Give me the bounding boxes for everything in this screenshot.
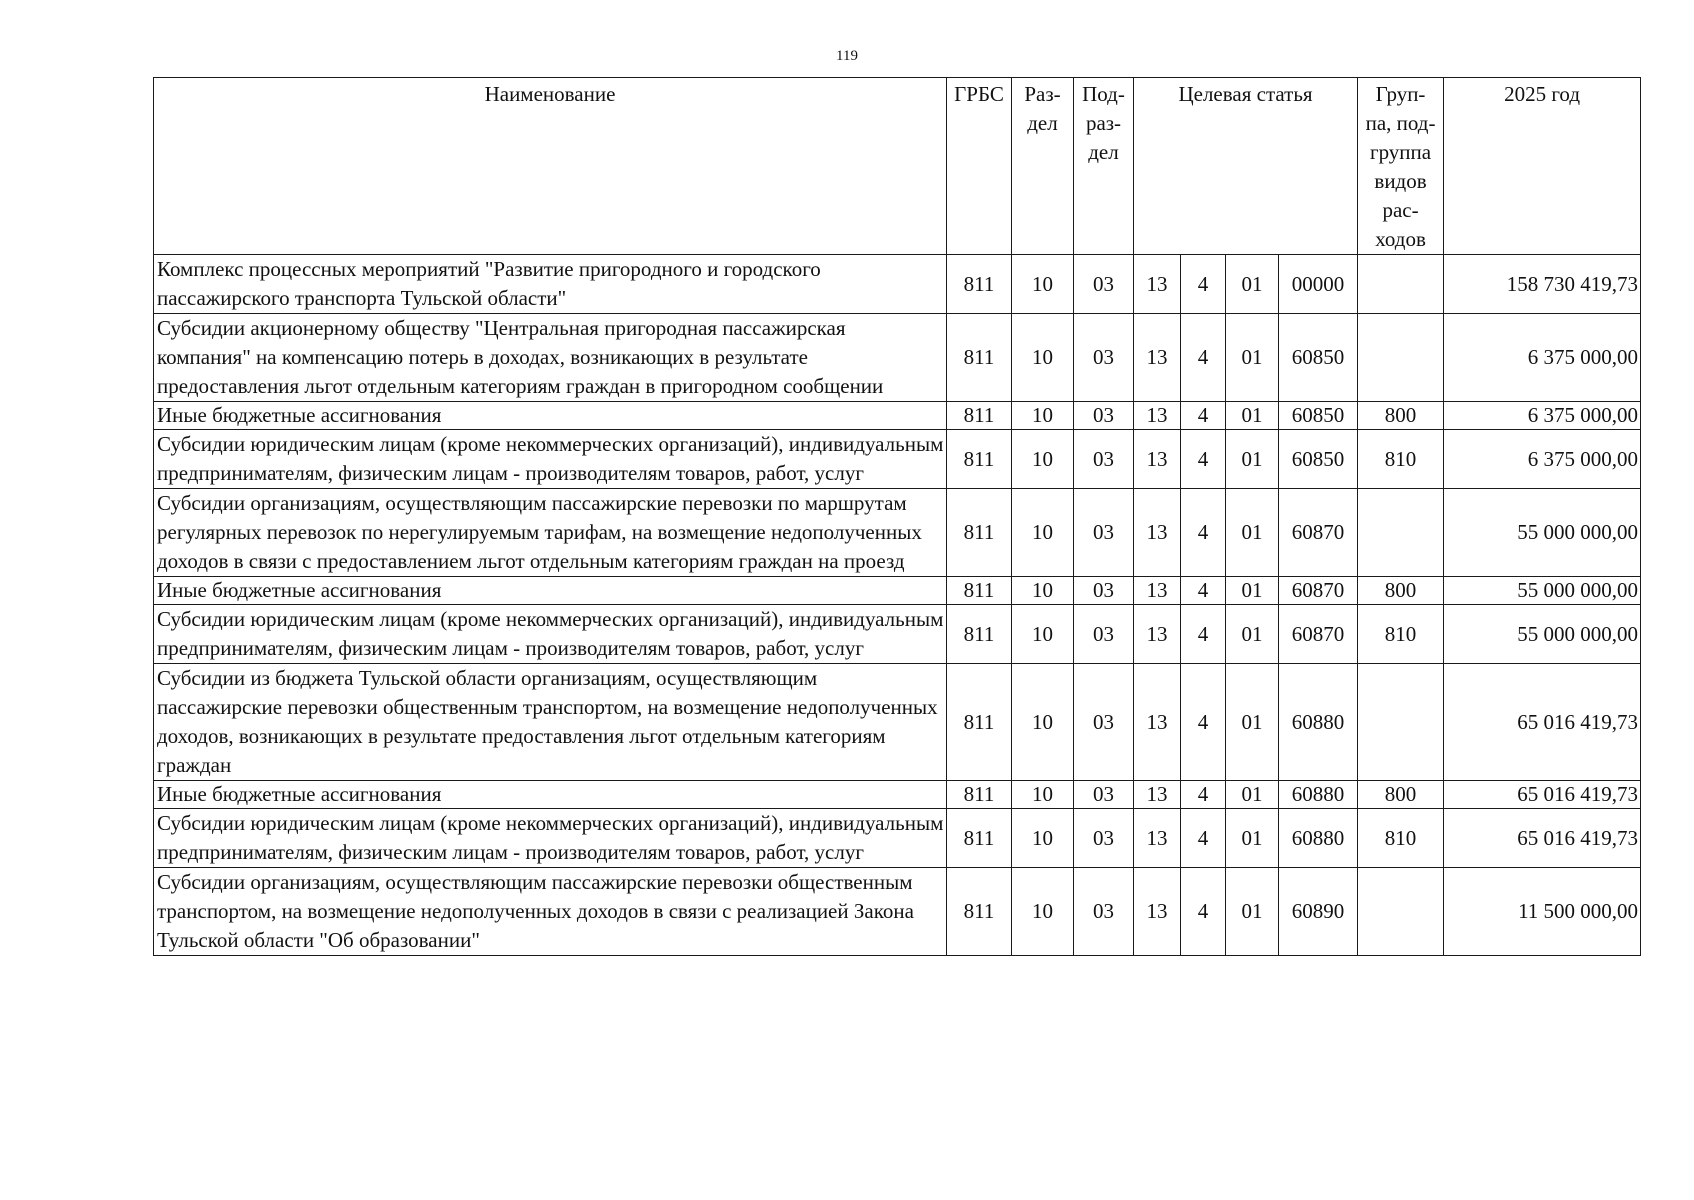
column-header-year-2025: 2025 год xyxy=(1444,78,1641,255)
row-expense-group xyxy=(1358,868,1444,956)
row-expense-group xyxy=(1358,489,1444,577)
row-target-article-subprogram: 01 xyxy=(1226,664,1279,781)
row-target-article-program: 13 xyxy=(1134,809,1181,868)
table-row xyxy=(154,781,1641,809)
table-row xyxy=(154,489,1641,577)
column-header-expense-group: Груп- па, под- группа видов рас- ходов xyxy=(1358,78,1444,255)
row-section: 10 xyxy=(1012,868,1074,956)
row-target-article-type: 4 xyxy=(1181,868,1226,956)
row-target-article-type: 4 xyxy=(1181,605,1226,664)
row-amount: 55 000 000,00 xyxy=(1444,605,1641,664)
table-row xyxy=(154,605,1641,664)
row-expense-group: 810 xyxy=(1358,605,1444,664)
row-target-article-type: 4 xyxy=(1181,314,1226,402)
table-row xyxy=(154,255,1641,314)
row-target-article-subprogram: 01 xyxy=(1226,314,1279,402)
row-section: 10 xyxy=(1012,781,1074,809)
row-section: 10 xyxy=(1012,809,1074,868)
row-grbs: 811 xyxy=(947,577,1012,605)
row-subsection: 03 xyxy=(1074,868,1134,956)
row-grbs: 811 xyxy=(947,430,1012,489)
row-grbs: 811 xyxy=(947,781,1012,809)
row-grbs: 811 xyxy=(947,402,1012,430)
row-target-article-type: 4 xyxy=(1181,255,1226,314)
row-subsection: 03 xyxy=(1074,664,1134,781)
row-name: Субсидии организациям, осуществляющим пассажирские перевозки по маршрутам регулярных перевозок по нерегулируемым тарифам, на возмещение недополученных доходов в связи с предоставлением льгот отдельным категориям граждан на проезд xyxy=(154,489,947,577)
row-target-article-direction: 60870 xyxy=(1279,577,1358,605)
row-target-article-type: 4 xyxy=(1181,664,1226,781)
row-target-article-type: 4 xyxy=(1181,577,1226,605)
row-target-article-type: 4 xyxy=(1181,430,1226,489)
row-section: 10 xyxy=(1012,664,1074,781)
row-target-article-type: 4 xyxy=(1181,781,1226,809)
row-amount: 55 000 000,00 xyxy=(1444,577,1641,605)
row-amount: 55 000 000,00 xyxy=(1444,489,1641,577)
row-target-article-type: 4 xyxy=(1181,402,1226,430)
column-header-name: Наименование xyxy=(154,78,947,255)
row-target-article-direction: 60880 xyxy=(1279,781,1358,809)
row-target-article-program: 13 xyxy=(1134,781,1181,809)
column-header-subsection: Под- раз- дел xyxy=(1074,78,1134,255)
column-header-target-article: Целевая статья xyxy=(1134,78,1358,255)
row-target-article-subprogram: 01 xyxy=(1226,255,1279,314)
row-name: Субсидии организациям, осуществляющим пассажирские перевозки общественным транспортом, на возмещение недополученных доходов в связи с реализацией Закона Тульской области "Об образовании" xyxy=(154,868,947,956)
row-section: 10 xyxy=(1012,430,1074,489)
row-grbs: 811 xyxy=(947,868,1012,956)
row-section: 10 xyxy=(1012,314,1074,402)
row-subsection: 03 xyxy=(1074,489,1134,577)
page-number: 119 xyxy=(836,48,858,64)
row-subsection: 03 xyxy=(1074,781,1134,809)
row-target-article-subprogram: 01 xyxy=(1226,605,1279,664)
row-section: 10 xyxy=(1012,489,1074,577)
row-expense-group: 810 xyxy=(1358,430,1444,489)
table-header xyxy=(154,78,1641,255)
row-name: Иные бюджетные ассигнования xyxy=(154,402,947,430)
row-target-article-direction: 60850 xyxy=(1279,314,1358,402)
row-grbs: 811 xyxy=(947,489,1012,577)
row-name: Субсидии юридическим лицам (кроме некоммерческих организаций), индивидуальным предпринимателям, физическим лицам - производителям товаров, работ, услуг xyxy=(154,605,947,664)
row-subsection: 03 xyxy=(1074,255,1134,314)
row-subsection: 03 xyxy=(1074,605,1134,664)
row-target-article-type: 4 xyxy=(1181,809,1226,868)
row-target-article-subprogram: 01 xyxy=(1226,402,1279,430)
row-grbs: 811 xyxy=(947,605,1012,664)
row-target-article-subprogram: 01 xyxy=(1226,577,1279,605)
table-row xyxy=(154,868,1641,956)
row-expense-group: 810 xyxy=(1358,809,1444,868)
row-expense-group xyxy=(1358,255,1444,314)
row-amount: 65 016 419,73 xyxy=(1444,664,1641,781)
row-target-article-subprogram: 01 xyxy=(1226,430,1279,489)
row-section: 10 xyxy=(1012,402,1074,430)
row-target-article-program: 13 xyxy=(1134,605,1181,664)
table-row xyxy=(154,664,1641,781)
row-section: 10 xyxy=(1012,255,1074,314)
row-grbs: 811 xyxy=(947,809,1012,868)
column-header-section: Раз- дел xyxy=(1012,78,1074,255)
row-target-article-subprogram: 01 xyxy=(1226,868,1279,956)
row-grbs: 811 xyxy=(947,255,1012,314)
row-amount: 6 375 000,00 xyxy=(1444,430,1641,489)
row-expense-group: 800 xyxy=(1358,402,1444,430)
row-target-article-program: 13 xyxy=(1134,314,1181,402)
row-amount: 65 016 419,73 xyxy=(1444,781,1641,809)
row-amount: 158 730 419,73 xyxy=(1444,255,1641,314)
row-target-article-direction: 60870 xyxy=(1279,489,1358,577)
table-row xyxy=(154,809,1641,868)
row-target-article-direction: 60890 xyxy=(1279,868,1358,956)
row-target-article-program: 13 xyxy=(1134,255,1181,314)
row-subsection: 03 xyxy=(1074,809,1134,868)
row-target-article-subprogram: 01 xyxy=(1226,809,1279,868)
row-target-article-direction: 60850 xyxy=(1279,402,1358,430)
row-target-article-program: 13 xyxy=(1134,868,1181,956)
table-row xyxy=(154,402,1641,430)
row-name: Субсидии из бюджета Тульской области организациям, осуществляющим пассажирские перевозки общественным транспортом, на возмещение недополученных доходов, возникающих в результате предоставления льгот отдельным категориям граждан xyxy=(154,664,947,781)
row-name: Субсидии юридическим лицам (кроме некоммерческих организаций), индивидуальным предпринимателям, физическим лицам - производителям товаров, работ, услуг xyxy=(154,809,947,868)
row-target-article-subprogram: 01 xyxy=(1226,489,1279,577)
row-target-article-direction: 60850 xyxy=(1279,430,1358,489)
table-row xyxy=(154,314,1641,402)
row-expense-group xyxy=(1358,314,1444,402)
row-target-article-program: 13 xyxy=(1134,402,1181,430)
row-target-article-direction: 60870 xyxy=(1279,605,1358,664)
row-grbs: 811 xyxy=(947,314,1012,402)
row-amount: 11 500 000,00 xyxy=(1444,868,1641,956)
row-target-article-program: 13 xyxy=(1134,577,1181,605)
row-target-article-program: 13 xyxy=(1134,430,1181,489)
row-target-article-program: 13 xyxy=(1134,664,1181,781)
row-expense-group: 800 xyxy=(1358,781,1444,809)
row-section: 10 xyxy=(1012,577,1074,605)
row-subsection: 03 xyxy=(1074,577,1134,605)
row-name: Субсидии акционерному обществу "Центральная пригородная пассажирская компания" на компенсацию потерь в доходах, возникающих в результате предоставления льгот отдельным категориям граждан в пригородном сообщении xyxy=(154,314,947,402)
row-target-article-program: 13 xyxy=(1134,489,1181,577)
row-target-article-subprogram: 01 xyxy=(1226,781,1279,809)
row-section: 10 xyxy=(1012,605,1074,664)
row-target-article-direction: 00000 xyxy=(1279,255,1358,314)
row-name: Комплекс процессных мероприятий "Развитие пригородного и городского пассажирского транспорта Тульской области" xyxy=(154,255,947,314)
row-subsection: 03 xyxy=(1074,430,1134,489)
row-name: Иные бюджетные ассигнования xyxy=(154,577,947,605)
row-expense-group: 800 xyxy=(1358,577,1444,605)
row-name: Субсидии юридическим лицам (кроме некоммерческих организаций), индивидуальным предпринимателям, физическим лицам - производителям товаров, работ, услуг xyxy=(154,430,947,489)
row-amount: 65 016 419,73 xyxy=(1444,809,1641,868)
row-amount: 6 375 000,00 xyxy=(1444,314,1641,402)
row-name: Иные бюджетные ассигнования xyxy=(154,781,947,809)
column-header-grbs: ГРБС xyxy=(947,78,1012,255)
row-target-article-direction: 60880 xyxy=(1279,664,1358,781)
row-subsection: 03 xyxy=(1074,402,1134,430)
table-row xyxy=(154,577,1641,605)
row-target-article-type: 4 xyxy=(1181,489,1226,577)
table-row xyxy=(154,430,1641,489)
table-body xyxy=(154,255,1641,956)
row-amount: 6 375 000,00 xyxy=(1444,402,1641,430)
row-expense-group xyxy=(1358,664,1444,781)
row-grbs: 811 xyxy=(947,664,1012,781)
row-subsection: 03 xyxy=(1074,314,1134,402)
row-target-article-direction: 60880 xyxy=(1279,809,1358,868)
budget-table xyxy=(153,77,1641,956)
